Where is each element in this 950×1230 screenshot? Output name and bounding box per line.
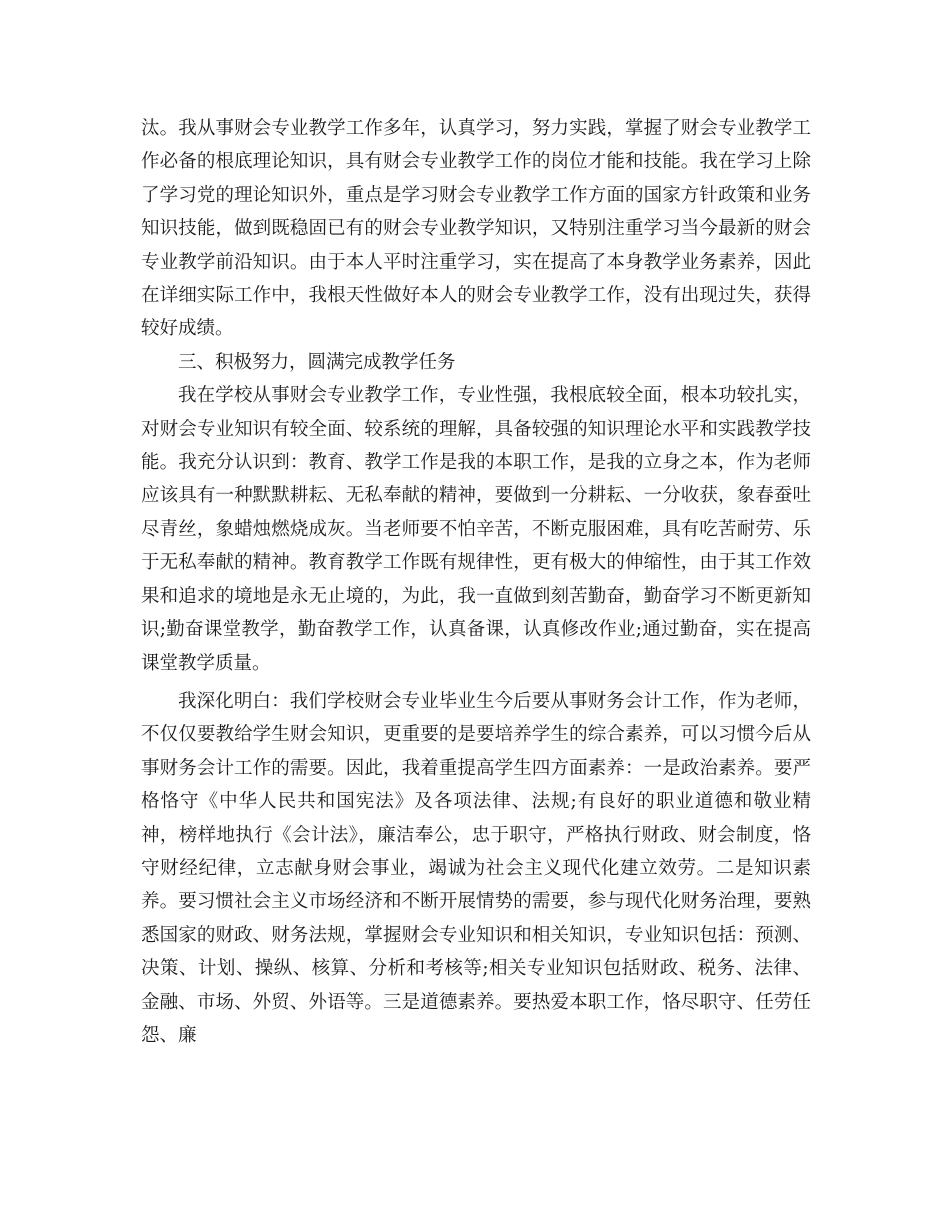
paragraph-continuation: 汰。我从事财会专业教学工作多年，认真学习，努力实践，掌握了财会专业教学工作必备的根底理论知识，具有财会专业教学工作的岗位才能和技能。我在学习上除了学习党的理论知识外，重点是学习财会专业教学工作方面的国家方针政策和业务知识技能，做到既稳固已有的财会专业教学知识，又特别注重学习当今最新的财会专业教学前沿知识。由于本人平时注重学习，实在提高了本身教学业务素养，因此在详细实际工作中，我根天性做好本人的财会专业教学工作，没有出现过失，获得较好成绩。 [141,118,811,340]
section-heading: 三、积极努力，圆满完成教学任务 [178,351,456,373]
paragraph-teaching: 我在学校从事财会专业教学工作，专业性强，我根底较全面，根本功较扎实，对财会专业知识有较全面、较系统的理解，具备较强的知识理论水平和实践教学技能。我充分认识到：教育、教学工作是我的本职工作，是我的立身之本，作为老师应该具有一种默默耕耘、无私奉献的精神，要做到一分耕耘、一分收获，象春蚕吐尽青丝，象蜡烛燃烧成灰。当老师要不怕辛苦，不断克服困难，具有吃苦耐劳、乐于无私奉献的精神。教育教学工作既有规律性，更有极大的伸缩性，由于其工作效果和追求的境地是永无止境的，为此，我一直做到刻苦勤奋，勤奋学习不断更新知识;勤奋课堂教学，勤奋教学工作，认真备课，认真修改作业;通过勤奋，实在提高课堂教学质量。 [141,385,811,674]
document-body [141,112,811,1052]
paragraph-student-quality: 我深化明白：我们学校财会专业毕业生今后要从事财务会计工作，作为老师，不仅仅要教给学生财会知识，更重要的是要培养学生的综合素养，可以习惯今后从事财务会计工作的需要。因此，我着重提高学生四方面素养：一是政治素养。要严格恪守《中华人民共和国宪法》及各项法律、法规;有良好的职业道德和敬业精神，榜样地执行《会计法》，廉洁奉公，忠于职守，严格执行财政、财会制度，恪守财经纪律，立志献身财会事业，竭诚为社会主义现代化建立效劳。二是知识素养。要习惯社会主义市场经济和不断开展情势的需要，参与现代化财务治理，要熟悉国家的财政、财务法规，掌握财会专业知识和相关知识，专业知识包括：预测、决策、计划、操纵、核算、分析和考核等;相关专业知识包括财政、税务、法律、金融、市场、外贸、外语等。三是道德素养。要热爱本职工作，恪尽职守、任劳任怨、廉 [141,690,811,1046]
